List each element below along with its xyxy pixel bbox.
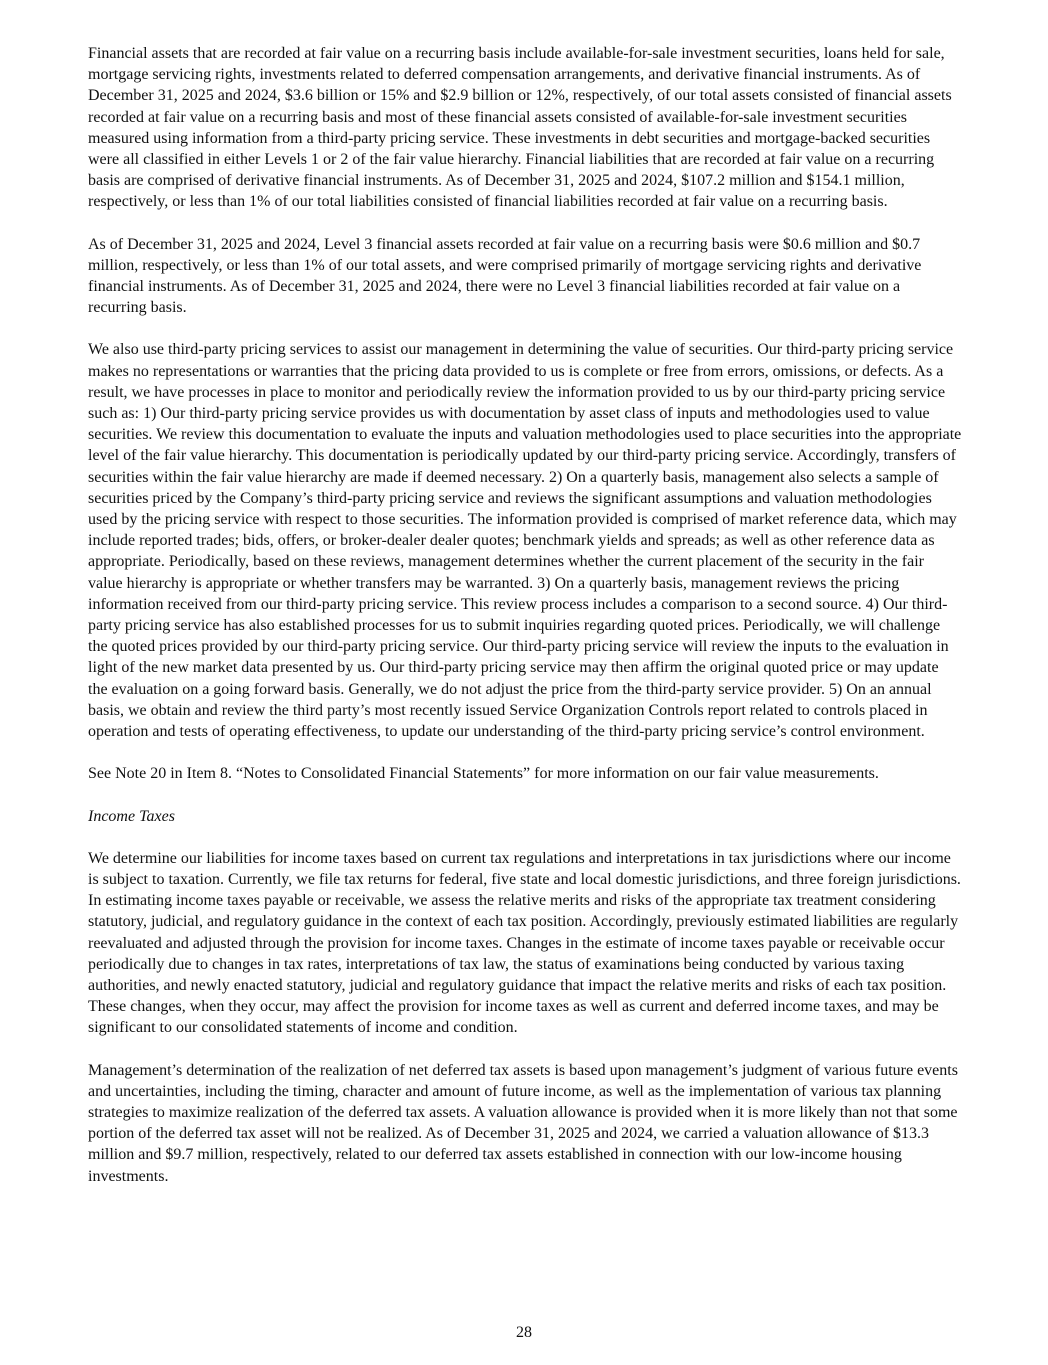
paragraph-third-party-pricing: We also use third-party pricing services to assist our management in determining the value of securities. Our third-party pricing service makes no representations or warranties that the pricing data provided to us is complete or free from errors, omissions, or defects. As a result, we have processes in place to monitor and periodically review the information provided to us by our third-party pricing service such as: 1) Our third-party pricing service provides us with documentation by asset class of inputs and methodologies used to value securities. We review this documentation to evaluate the inputs and valuation methodologies used to place securities into the appropriate level of the fair value hierarchy. This documentation is periodically updated by our third-party pricing service. Accordingly, transfers of securities within the fair value hierarchy are made if deemed necessary. 2) On a quarterly basis, management also selects a sample of securities priced by the Company’s third-party pricing service and reviews the significant assumptions and valuation methodologies used by the pricing service with respect to those securities. The information provided is comprised of market reference data, which may include reported trades; bids, offers, or broker-dealer dealer quotes; benchmark yields and spreads; as well as other reference data as appropriate. Periodically, based on these reviews, management determines whether the current placement of the security in the fair value hierarchy is appropriate or whether transfers may be warranted. 3) On a quarterly basis, management reviews the pricing information received from our third-party pricing service. This review process includes a comparison to a second source. 4) Our third-party pricing service has also established processes for us to submit inquiries regarding quoted prices. Periodically, we will challenge the quoted prices provided by our third-party pricing service. Our third-party pricing service will review the inputs to the evaluation in light of the new market data presented by us. Our third-party pricing service may then affirm the original quoted price or may update the evaluation on a going forward basis. Generally, we do not adjust the price from the third-party service provider. 5) On an annual basis, we obtain and review the third party’s most recently issued Service Organization Controls report related to controls placed in operation and tests of operating effectiveness, to update our understanding of the third-party pricing service’s control environment.	[88, 341, 962, 741]
paragraph-see-note-20: See Note 20 in Item 8. “Notes to Consolidated Financial Statements” for more information on our fair value measurements.	[88, 765, 879, 783]
section-heading-income-taxes: Income Taxes	[88, 807, 175, 825]
paragraph-deferred-tax-assets: Management’s determination of the realization of net deferred tax assets is based upon management’s judgment of various future events and uncertainties, including the timing, character and amount of future income, as well as the implementation of various tax planning strategies to maximize realization of the deferred tax assets. A valuation allowance is provided when it is more likely than not that some portion of the deferred tax asset will not be realized. As of December 31, 2025 and 2024, we carried a valuation allowance of $13.3 million and $9.7 million, respectively, related to our deferred tax assets established in connection with our low-income housing investments.	[88, 1061, 958, 1185]
page-number: 28	[516, 1324, 532, 1341]
paragraph-fair-value-recurring: Financial assets that are recorded at fair value on a recurring basis include available-for-sale investment securities, loans held for sale, mortgage servicing rights, investments related to deferred compensation arrangements, and derivative financial instruments. As of December 31, 2025 and 2024, $3.6 billion or 15% and $2.9 billion or 12%, respectively, of our total assets consisted of financial assets recorded at fair value on a recurring basis and most of these financial assets consisted of available-for-sale investment securities measured using information from a third-party pricing service. These investments in debt securities and mortgage-backed securities were all classified in either Levels 1 or 2 of the fair value hierarchy. Financial liabilities that are recorded at fair value on a recurring basis are comprised of derivative financial instruments. As of December 31, 2025 and 2024, $107.2 million and $154.1 million, respectively, or less than 1% of our total liabilities consisted of financial liabilities recorded at fair value on a recurring basis.	[88, 45, 952, 211]
document-body	[88, 43, 962, 1208]
paragraph-level-3-assets: As of December 31, 2025 and 2024, Level 3 financial assets recorded at fair value on a recurring basis were $0.6 million and $0.7 million, respectively, or less than 1% of our total assets, and were comprised primarily of mortgage servicing rights and derivative financial instruments. As of December 31, 2025 and 2024, there were no Level 3 financial liabilities recorded at fair value on a recurring basis.	[88, 235, 922, 317]
paragraph-income-tax-liabilities: We determine our liabilities for income taxes based on current tax regulations and interpretations in tax jurisdictions where our income is subject to taxation. Currently, we file tax returns for federal, five state and local domestic jurisdictions, and three foreign jurisdictions. In estimating income taxes payable or receivable, we assess the relative merits and risks of the appropriate tax treatment considering statutory, judicial, and regulatory guidance in the context of each tax position. Accordingly, previously estimated liabilities are regularly reevaluated and adjusted through the provision for income taxes. Changes in the estimate of income taxes payable or receivable occur periodically due to changes in tax rates, interpretations of tax law, the status of examinations being conducted by various taxing authorities, and newly enacted statutory, judicial and regulatory guidance that impact the relative merits and risks of each tax position. These changes, when they occur, may affect the provision for income taxes as well as current and deferred income taxes, and may be significant to our consolidated statements of income and condition.	[88, 849, 961, 1037]
